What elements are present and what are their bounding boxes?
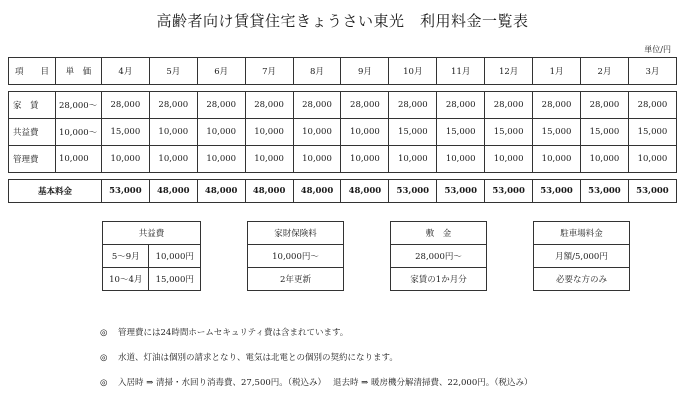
shikikin-table (390, 221, 487, 291)
unit-label: 単位/円 (644, 45, 671, 54)
base-fee-value: 48,000 (293, 180, 341, 203)
base-fee-value: 48,000 (245, 180, 293, 203)
row-value: 28,000 (149, 92, 197, 119)
base-fee-value: 53,000 (628, 180, 676, 203)
header-month: 4月 (101, 58, 149, 85)
base-fee-value: 53,000 (533, 180, 581, 203)
row-label: 管理費 (9, 146, 56, 173)
shikikin-title: 敷 金 (391, 222, 487, 245)
kyoekihi-period: 5～9月 (103, 245, 149, 268)
row-value: 10,000 (341, 146, 389, 173)
row-value: 10,000 (437, 146, 485, 173)
note-mark: ◎ (100, 378, 108, 388)
row-value: 10,000 (101, 146, 149, 173)
note-2 (100, 351, 398, 363)
row-value: 10,000 (485, 146, 533, 173)
row-value: 15,000 (101, 119, 149, 146)
header-month: 5月 (149, 58, 197, 85)
note-mark: ◎ (100, 328, 108, 338)
base-fee-value: 53,000 (389, 180, 437, 203)
header-month: 3月 (628, 58, 676, 85)
row-value: 15,000 (389, 119, 437, 146)
header-month: 6月 (197, 58, 245, 85)
row-unit-price: 28,000～ (55, 92, 101, 119)
fee-table (8, 57, 677, 203)
kyoekihi-period: 10～4月 (103, 268, 149, 291)
note-text: 管理費には24時間ホームセキュリティ費は含まれています。 (118, 328, 349, 338)
kyoekihi-table (102, 221, 201, 291)
row-value: 28,000 (245, 92, 293, 119)
row-value: 10,000 (197, 146, 245, 173)
row-value: 10,000 (341, 119, 389, 146)
table-row (9, 92, 677, 119)
kasai-amount: 10,000円～ (248, 245, 344, 268)
parking-amount: 月額/5,000円 (534, 245, 630, 268)
table-row (9, 119, 677, 146)
row-value: 28,000 (389, 92, 437, 119)
row-value: 28,000 (101, 92, 149, 119)
row-value: 10,000 (149, 146, 197, 173)
header-item: 項 目 (9, 58, 56, 85)
row-spacer (9, 173, 677, 180)
row-spacer (9, 85, 677, 92)
row-value: 28,000 (341, 92, 389, 119)
kyoekihi-amount: 10,000円 (149, 245, 201, 268)
note-text: 入居時 ⇒ 清掃・水回り消毒費、27,500円。（税込み） 退去時 ⇒ 暖房機分解清掃費、22,000円。（税込み） (118, 378, 533, 388)
base-fee-value: 48,000 (149, 180, 197, 203)
header-month: 11月 (437, 58, 485, 85)
row-value: 10,000 (245, 146, 293, 173)
header-row (9, 58, 677, 85)
row-unit-price: 10,000 (55, 146, 101, 173)
base-fee-value: 48,000 (341, 180, 389, 203)
row-value: 28,000 (197, 92, 245, 119)
note-3 (100, 376, 533, 388)
row-value: 28,000 (485, 92, 533, 119)
row-value: 28,000 (533, 92, 581, 119)
row-value: 10,000 (197, 119, 245, 146)
base-fee-row (9, 180, 677, 203)
header-month: 7月 (245, 58, 293, 85)
row-value: 10,000 (293, 119, 341, 146)
base-fee-value: 53,000 (580, 180, 628, 203)
kasai-term: 2年更新 (248, 268, 344, 291)
row-value: 10,000 (389, 146, 437, 173)
row-unit-price: 10,000～ (55, 119, 101, 146)
row-value: 10,000 (245, 119, 293, 146)
header-month: 1月 (533, 58, 581, 85)
row-value: 15,000 (485, 119, 533, 146)
table-row (9, 146, 677, 173)
shikikin-amount: 28,000円～ (391, 245, 487, 268)
row-value: 15,000 (628, 119, 676, 146)
row-value: 10,000 (628, 146, 676, 173)
kasai-title: 家財保険料 (248, 222, 344, 245)
row-value: 28,000 (293, 92, 341, 119)
note-mark: ◎ (100, 353, 108, 363)
parking-table (533, 221, 630, 291)
row-value: 28,000 (580, 92, 628, 119)
row-value: 10,000 (293, 146, 341, 173)
note-1 (100, 326, 348, 338)
kyoekihi-amount: 15,000円 (149, 268, 201, 291)
header-month: 12月 (485, 58, 533, 85)
row-value: 15,000 (437, 119, 485, 146)
note-text: 水道、灯油は個別の請求となり、電気は北電との個別の契約になります。 (118, 353, 398, 363)
header-month: 8月 (293, 58, 341, 85)
row-label: 家 賃 (9, 92, 56, 119)
header-month: 2月 (580, 58, 628, 85)
row-value: 28,000 (437, 92, 485, 119)
header-month: 9月 (341, 58, 389, 85)
base-fee-label: 基本料金 (9, 180, 102, 203)
base-fee-value: 48,000 (197, 180, 245, 203)
header-price: 単 価 (55, 58, 101, 85)
row-value: 10,000 (533, 146, 581, 173)
base-fee-value: 53,000 (101, 180, 149, 203)
page-title: 高齢者向け賃貸住宅きょうさい東光 利用料金一覧表 (156, 12, 529, 30)
kyoekihi-title: 共益費 (103, 222, 201, 245)
shikikin-note: 家賃の1か月分 (391, 268, 487, 291)
row-value: 15,000 (580, 119, 628, 146)
header-month: 10月 (389, 58, 437, 85)
row-value: 15,000 (533, 119, 581, 146)
kasai-table (247, 221, 344, 291)
parking-title: 駐車場料金 (534, 222, 630, 245)
row-value: 28,000 (628, 92, 676, 119)
row-value: 10,000 (149, 119, 197, 146)
row-label: 共益費 (9, 119, 56, 146)
base-fee-value: 53,000 (437, 180, 485, 203)
base-fee-value: 53,000 (485, 180, 533, 203)
row-value: 10,000 (580, 146, 628, 173)
parking-note: 必要な方のみ (534, 268, 630, 291)
